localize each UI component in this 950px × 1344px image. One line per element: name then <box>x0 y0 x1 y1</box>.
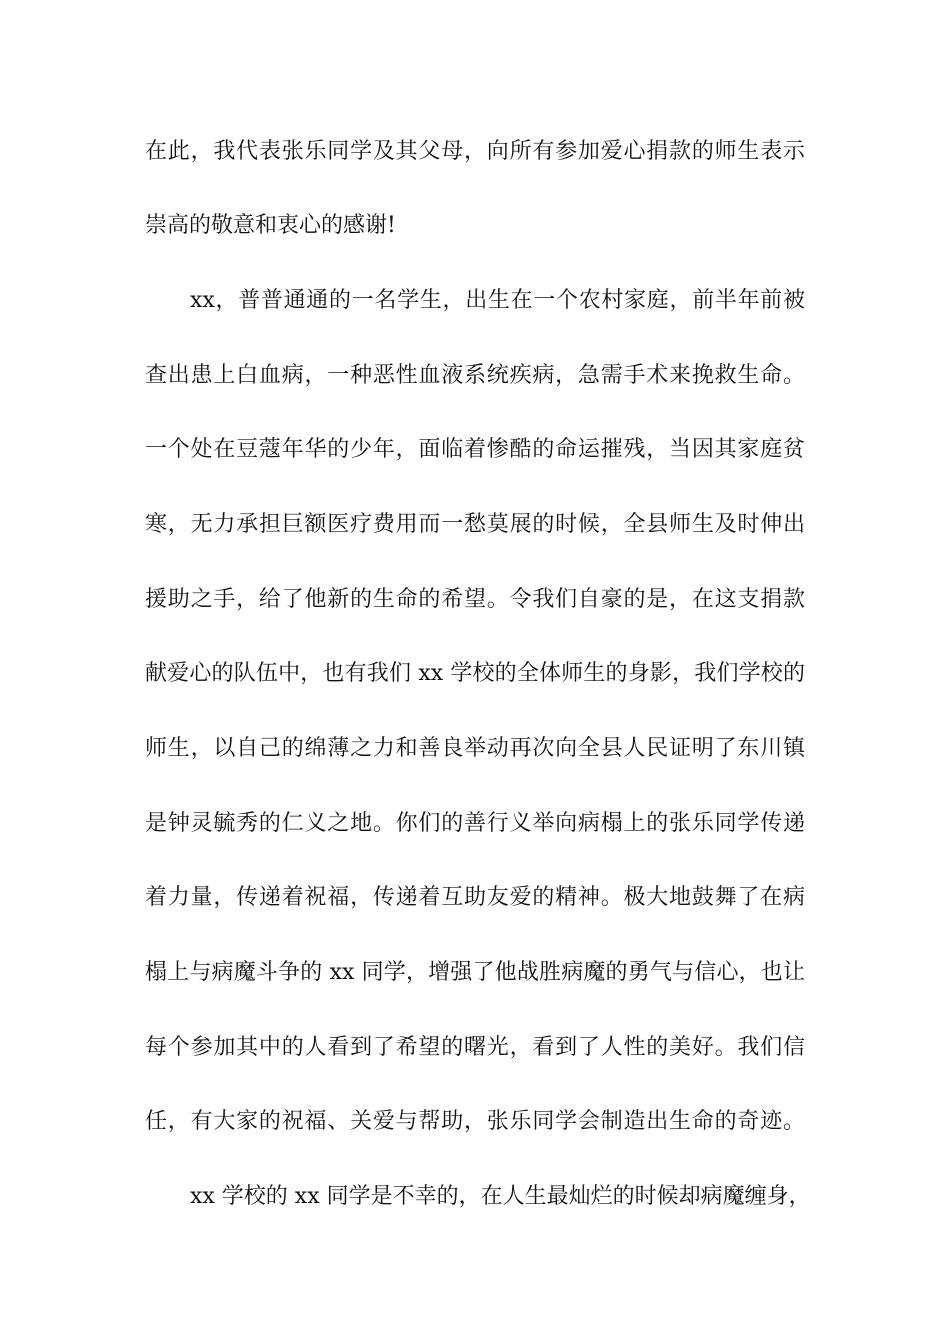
paragraph-line: 一个处在豆蔻年华的少年，面临着惨酷的命运摧残，当因其家庭贫 <box>145 437 805 462</box>
paragraph-line: 每个参加其中的人看到了希望的曙光，看到了人性的美好。我们信 <box>145 1035 805 1060</box>
paragraph-line: 师生，以自己的绵薄之力和善良举动再次向全县人民证明了东川镇 <box>145 736 805 761</box>
paragraph-line: 在此，我代表张乐同学及其父母，向所有参加爱心捐款的师生表示 <box>145 139 805 164</box>
paragraph-line: 献爱心的队伍中，也有我们 xx 学校的全体师生的身影，我们学校的 <box>145 661 805 686</box>
paragraph-line: 是钟灵毓秀的仁义之地。你们的善行义举向病榻上的张乐同学传递 <box>145 811 805 836</box>
paragraph-line: xx 学校的 xx 同学是不幸的，在人生最灿烂的时候却病魔缠身， <box>190 1184 811 1209</box>
paragraph-line: 崇高的敬意和衷心的感谢! <box>145 213 396 238</box>
paragraph-line: 查出患上白血病，一种恶性血液系统疾病，急需手术来挽救生命。 <box>145 363 805 388</box>
paragraph-line: 榻上与病魔斗争的 xx 同学，增强了他战胜病魔的勇气与信心，也让 <box>145 960 805 985</box>
paragraph-line: 着力量，传递着祝福，传递着互助友爱的精神。极大地鼓舞了在病 <box>145 885 805 910</box>
paragraph-line: 寒，无力承担巨额医疗费用而一愁莫展的时候，全县师生及时伸出 <box>145 512 805 537</box>
paragraph-line: xx，普普通通的一名学生，出生在一个农村家庭，前半年前被 <box>190 288 805 313</box>
paragraph-line: 援助之手，给了他新的生命的希望。令我们自豪的是，在这支捐款 <box>145 587 805 612</box>
paragraph-line: 任，有大家的祝福、关爱与帮助，张乐同学会制造出生命的奇迹。 <box>145 1109 805 1134</box>
